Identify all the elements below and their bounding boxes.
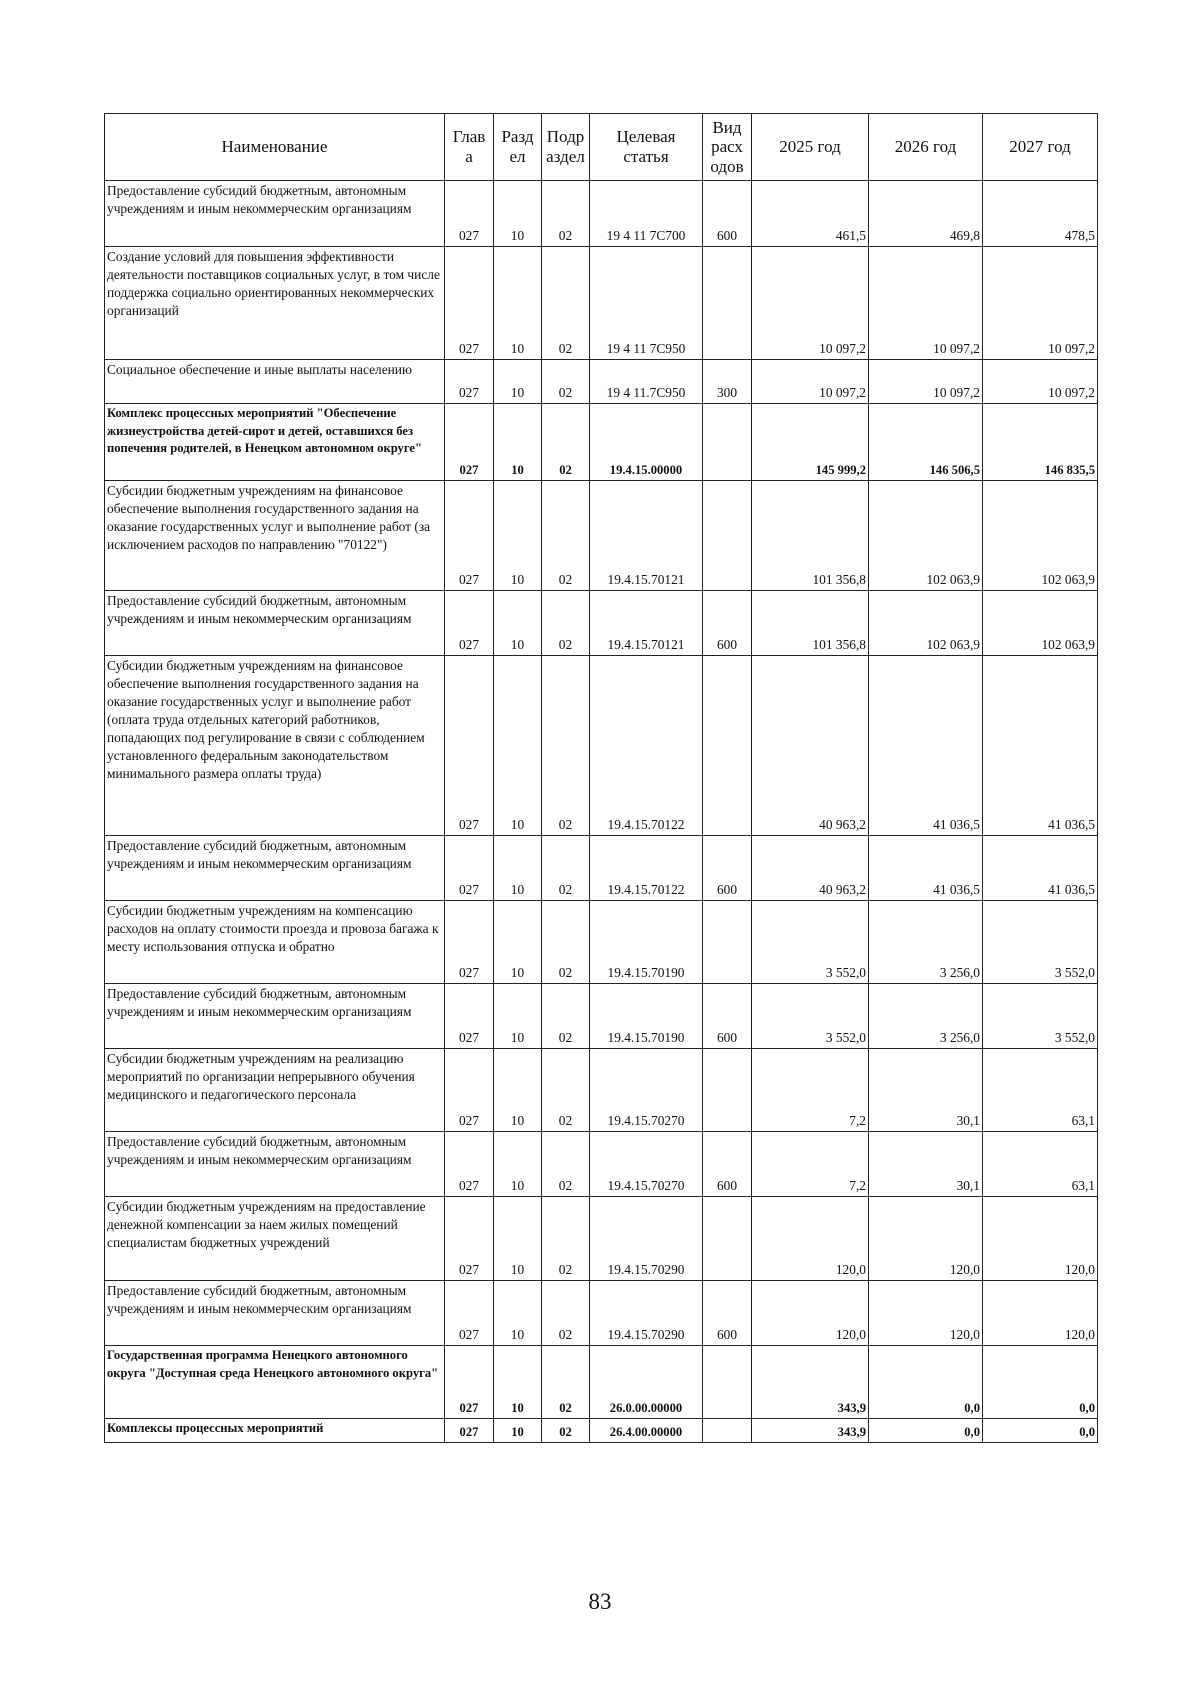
row-podrazdel: 02 — [542, 901, 590, 984]
table-row — [105, 984, 1098, 1049]
row-target: 26.0.00.00000 — [590, 1346, 703, 1419]
row-2026: 10 097,2 — [869, 247, 983, 360]
row-razdel: 10 — [494, 181, 542, 247]
table-row — [105, 836, 1098, 901]
row-2025: 10 097,2 — [752, 247, 869, 360]
row-2027: 0,0 — [983, 1346, 1098, 1419]
row-razdel: 10 — [494, 404, 542, 481]
row-target: 19.4.15.00000 — [590, 404, 703, 481]
row-2025: 3 552,0 — [752, 984, 869, 1049]
row-name: Государственная программа Ненецкого автономного округа "Доступная среда Ненецкого автономного округа" — [105, 1346, 445, 1419]
header-glava: Глав а — [445, 114, 494, 181]
row-vid: 600 — [703, 1281, 752, 1346]
row-podrazdel: 02 — [542, 360, 590, 404]
row-razdel: 10 — [494, 1419, 542, 1443]
row-vid: 600 — [703, 984, 752, 1049]
row-2027: 63,1 — [983, 1132, 1098, 1197]
row-target: 19.4.15.70290 — [590, 1197, 703, 1281]
table-header-row — [105, 114, 1098, 181]
row-razdel: 10 — [494, 656, 542, 836]
row-2027: 3 552,0 — [983, 901, 1098, 984]
table-row — [105, 360, 1098, 404]
row-2027: 10 097,2 — [983, 247, 1098, 360]
row-glava: 027 — [445, 481, 494, 591]
row-2025: 145 999,2 — [752, 404, 869, 481]
row-target: 19 4 11.7С950 — [590, 360, 703, 404]
row-2026: 0,0 — [869, 1419, 983, 1443]
row-vid: 600 — [703, 591, 752, 656]
row-2026: 120,0 — [869, 1281, 983, 1346]
row-2026: 0,0 — [869, 1346, 983, 1419]
row-2026: 41 036,5 — [869, 836, 983, 901]
row-razdel: 10 — [494, 984, 542, 1049]
row-2025: 343,9 — [752, 1346, 869, 1419]
page-number: 83 — [588, 1589, 612, 1614]
row-2025: 120,0 — [752, 1281, 869, 1346]
header-target: Целевая статья — [590, 114, 703, 181]
row-vid: 600 — [703, 1132, 752, 1197]
row-name: Комплексы процессных мероприятий — [105, 1419, 445, 1443]
row-glava: 027 — [445, 901, 494, 984]
row-razdel: 10 — [494, 1197, 542, 1281]
row-target: 19.4.15.70121 — [590, 481, 703, 591]
table-row — [105, 591, 1098, 656]
row-podrazdel: 02 — [542, 1132, 590, 1197]
row-2025: 461,5 — [752, 181, 869, 247]
row-glava: 027 — [445, 247, 494, 360]
row-2027: 478,5 — [983, 181, 1098, 247]
row-podrazdel: 02 — [542, 591, 590, 656]
header-2025: 2025 год — [752, 114, 869, 181]
row-podrazdel: 02 — [542, 1346, 590, 1419]
row-2027: 120,0 — [983, 1281, 1098, 1346]
table-row — [105, 247, 1098, 360]
row-2026: 3 256,0 — [869, 984, 983, 1049]
row-podrazdel: 02 — [542, 1049, 590, 1132]
row-target: 19.4.15.70270 — [590, 1132, 703, 1197]
row-podrazdel: 02 — [542, 836, 590, 901]
row-glava: 027 — [445, 656, 494, 836]
row-name: Предоставление субсидий бюджетным, автономным учреждениям и иным некоммерческим организациям — [105, 181, 445, 247]
table-row — [105, 481, 1098, 591]
row-vid — [703, 1049, 752, 1132]
row-name: Субсидии бюджетным учреждениям на предоставление денежной компенсации за наем жилых помещений специалистам бюджетных учреждений — [105, 1197, 445, 1281]
header-name: Наименование — [105, 114, 445, 181]
row-podrazdel: 02 — [542, 247, 590, 360]
row-2025: 101 356,8 — [752, 481, 869, 591]
row-razdel: 10 — [494, 901, 542, 984]
row-2025: 3 552,0 — [752, 901, 869, 984]
table-row — [105, 1049, 1098, 1132]
row-razdel: 10 — [494, 1281, 542, 1346]
table-row — [105, 181, 1098, 247]
table-row — [105, 1419, 1098, 1443]
row-2025: 10 097,2 — [752, 360, 869, 404]
row-vid: 300 — [703, 360, 752, 404]
header-vid: Вид расх одов — [703, 114, 752, 181]
row-glava: 027 — [445, 1346, 494, 1419]
header-2027: 2027 год — [983, 114, 1098, 181]
row-razdel: 10 — [494, 836, 542, 901]
row-2026: 469,8 — [869, 181, 983, 247]
row-target: 19.4.15.70122 — [590, 836, 703, 901]
row-razdel: 10 — [494, 1132, 542, 1197]
table-row — [105, 1197, 1098, 1281]
row-target: 19.4.15.70270 — [590, 1049, 703, 1132]
row-name: Комплекс процессных мероприятий "Обеспечение жизнеустройства детей-сирот и детей, оставшихся без попечения родителей, в Ненецком автономном округе" — [105, 404, 445, 481]
row-2025: 7,2 — [752, 1049, 869, 1132]
row-2027: 102 063,9 — [983, 591, 1098, 656]
row-2025: 120,0 — [752, 1197, 869, 1281]
row-razdel: 10 — [494, 481, 542, 591]
row-name: Субсидии бюджетным учреждениям на реализацию мероприятий по организации непрерывного обучения медицинского и педагогического персонала — [105, 1049, 445, 1132]
row-target: 19.4.15.70190 — [590, 901, 703, 984]
row-razdel: 10 — [494, 591, 542, 656]
row-vid — [703, 656, 752, 836]
row-2026: 102 063,9 — [869, 481, 983, 591]
row-name: Предоставление субсидий бюджетным, автономным учреждениям и иным некоммерческим организациям — [105, 836, 445, 901]
row-2025: 7,2 — [752, 1132, 869, 1197]
row-2027: 41 036,5 — [983, 656, 1098, 836]
row-name: Социальное обеспечение и иные выплаты населению — [105, 360, 445, 404]
row-razdel: 10 — [494, 360, 542, 404]
row-2027: 63,1 — [983, 1049, 1098, 1132]
row-2026: 120,0 — [869, 1197, 983, 1281]
header-razdel: Разд ел — [494, 114, 542, 181]
row-vid — [703, 1419, 752, 1443]
row-2027: 146 835,5 — [983, 404, 1098, 481]
row-2027: 10 097,2 — [983, 360, 1098, 404]
row-podrazdel: 02 — [542, 181, 590, 247]
row-2025: 101 356,8 — [752, 591, 869, 656]
row-name: Создание условий для повышения эффективности деятельности поставщиков социальных услуг, в том числе поддержка социально ориентированных некоммерческих организаций — [105, 247, 445, 360]
row-name: Предоставление субсидий бюджетным, автономным учреждениям и иным некоммерческим организациям — [105, 1132, 445, 1197]
row-razdel: 10 — [494, 247, 542, 360]
table-row — [105, 1281, 1098, 1346]
row-2025: 40 963,2 — [752, 836, 869, 901]
table-row — [105, 404, 1098, 481]
table-row — [105, 1346, 1098, 1419]
row-2025: 343,9 — [752, 1419, 869, 1443]
row-target: 19.4.15.70290 — [590, 1281, 703, 1346]
row-target: 19.4.15.70190 — [590, 984, 703, 1049]
row-razdel: 10 — [494, 1346, 542, 1419]
row-glava: 027 — [445, 591, 494, 656]
row-name: Предоставление субсидий бюджетным, автономным учреждениям и иным некоммерческим организациям — [105, 984, 445, 1049]
row-vid — [703, 247, 752, 360]
row-2026: 30,1 — [869, 1049, 983, 1132]
row-2026: 3 256,0 — [869, 901, 983, 984]
row-2025: 40 963,2 — [752, 656, 869, 836]
table-row — [105, 901, 1098, 984]
row-target: 19.4.15.70121 — [590, 591, 703, 656]
row-glava: 027 — [445, 1419, 494, 1443]
row-2027: 0,0 — [983, 1419, 1098, 1443]
header-podrazdel: Подр аздел — [542, 114, 590, 181]
row-podrazdel: 02 — [542, 1197, 590, 1281]
row-vid — [703, 1197, 752, 1281]
budget-table — [104, 113, 1098, 1443]
row-glava: 027 — [445, 1049, 494, 1132]
row-target: 19 4 11 7С700 — [590, 181, 703, 247]
row-target: 19.4.15.70122 — [590, 656, 703, 836]
table-row — [105, 656, 1098, 836]
row-razdel: 10 — [494, 1049, 542, 1132]
row-2027: 3 552,0 — [983, 984, 1098, 1049]
row-glava: 027 — [445, 1281, 494, 1346]
row-2026: 102 063,9 — [869, 591, 983, 656]
row-vid — [703, 481, 752, 591]
row-name: Предоставление субсидий бюджетным, автономным учреждениям и иным некоммерческим организациям — [105, 591, 445, 656]
row-podrazdel: 02 — [542, 984, 590, 1049]
row-podrazdel: 02 — [542, 481, 590, 591]
row-glava: 027 — [445, 181, 494, 247]
row-podrazdel: 02 — [542, 656, 590, 836]
row-name: Субсидии бюджетным учреждениям на финансовое обеспечение выполнения государственного задания на оказание государственных услуг и выполнение работ (за исключением расходов по направлению "70122") — [105, 481, 445, 591]
row-podrazdel: 02 — [542, 1281, 590, 1346]
row-target: 26.4.00.00000 — [590, 1419, 703, 1443]
table-row — [105, 1132, 1098, 1197]
row-glava: 027 — [445, 360, 494, 404]
header-2026: 2026 год — [869, 114, 983, 181]
row-podrazdel: 02 — [542, 404, 590, 481]
row-glava: 027 — [445, 984, 494, 1049]
row-2027: 102 063,9 — [983, 481, 1098, 591]
row-target: 19 4 11 7С950 — [590, 247, 703, 360]
row-vid: 600 — [703, 836, 752, 901]
row-2027: 120,0 — [983, 1197, 1098, 1281]
row-vid — [703, 404, 752, 481]
row-vid: 600 — [703, 181, 752, 247]
row-vid — [703, 901, 752, 984]
row-name: Субсидии бюджетным учреждениям на финансовое обеспечение выполнения государственного задания на оказание государственных услуг и выполнение работ (оплата труда отдельных категорий работников, попадающих под регулирование в связи с соблюдением установленного федеральным законодательством минимального размера оплаты труда) — [105, 656, 445, 836]
row-podrazdel: 02 — [542, 1419, 590, 1443]
row-name: Предоставление субсидий бюджетным, автономным учреждениям и иным некоммерческим организациям — [105, 1281, 445, 1346]
row-2026: 30,1 — [869, 1132, 983, 1197]
row-name: Субсидии бюджетным учреждениям на компенсацию расходов на оплату стоимости проезда и провоза багажа к месту использования отпуска и обратно — [105, 901, 445, 984]
table-body — [105, 181, 1098, 1443]
row-vid — [703, 1346, 752, 1419]
row-2027: 41 036,5 — [983, 836, 1098, 901]
row-2026: 146 506,5 — [869, 404, 983, 481]
row-2026: 41 036,5 — [869, 656, 983, 836]
row-glava: 027 — [445, 404, 494, 481]
row-glava: 027 — [445, 1197, 494, 1281]
row-2026: 10 097,2 — [869, 360, 983, 404]
row-glava: 027 — [445, 836, 494, 901]
row-glava: 027 — [445, 1132, 494, 1197]
